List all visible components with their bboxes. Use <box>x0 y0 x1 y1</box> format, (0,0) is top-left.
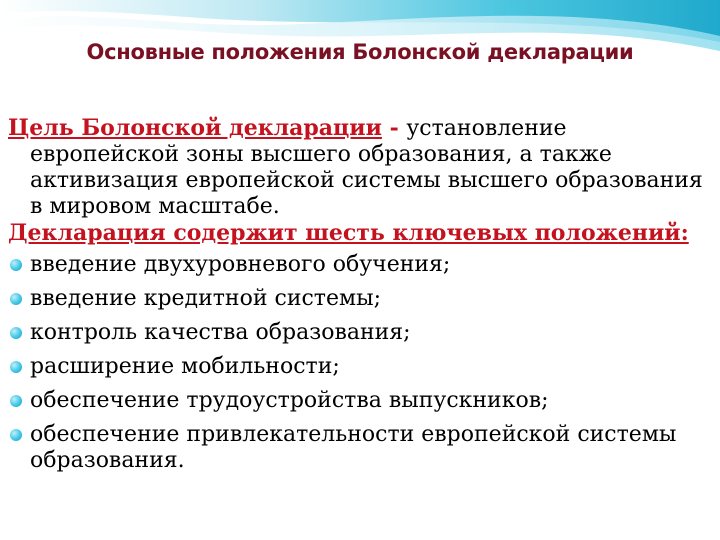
goal-paragraph <box>8 115 713 220</box>
list-item: контроль качества образования; <box>8 320 713 346</box>
round-bullet-icon <box>10 327 22 339</box>
declaration-paragraph <box>8 220 713 247</box>
list-item: обеспечение привлекательности европейской системы образования. <box>8 422 713 474</box>
page-title: Основные положения Болонской декларации <box>86 40 634 64</box>
goal-dash: - <box>381 115 407 141</box>
round-bullet-icon <box>10 429 22 441</box>
list-item: введение двухуровневого обучения; <box>8 252 713 278</box>
round-bullet-icon <box>10 259 22 271</box>
round-bullet-icon <box>10 293 22 305</box>
content-body <box>8 115 713 482</box>
round-bullet-icon <box>10 395 22 407</box>
list-item: обеспечение трудоустройства выпускников; <box>8 388 713 414</box>
goal-text: установление европейской зоны высшего образования, а также активизация европейской системы высшего образования в мировом масштабе. <box>30 116 703 219</box>
round-bullet-icon <box>10 361 22 373</box>
list-item: расширение мобильности; <box>8 354 713 380</box>
declaration-heading: Декларация содержит шесть ключевых положений: <box>8 220 689 246</box>
goal-label: Цель Болонской декларации <box>8 115 382 141</box>
list-item: введение кредитной системы; <box>8 286 713 312</box>
key-provisions-list <box>8 252 713 474</box>
